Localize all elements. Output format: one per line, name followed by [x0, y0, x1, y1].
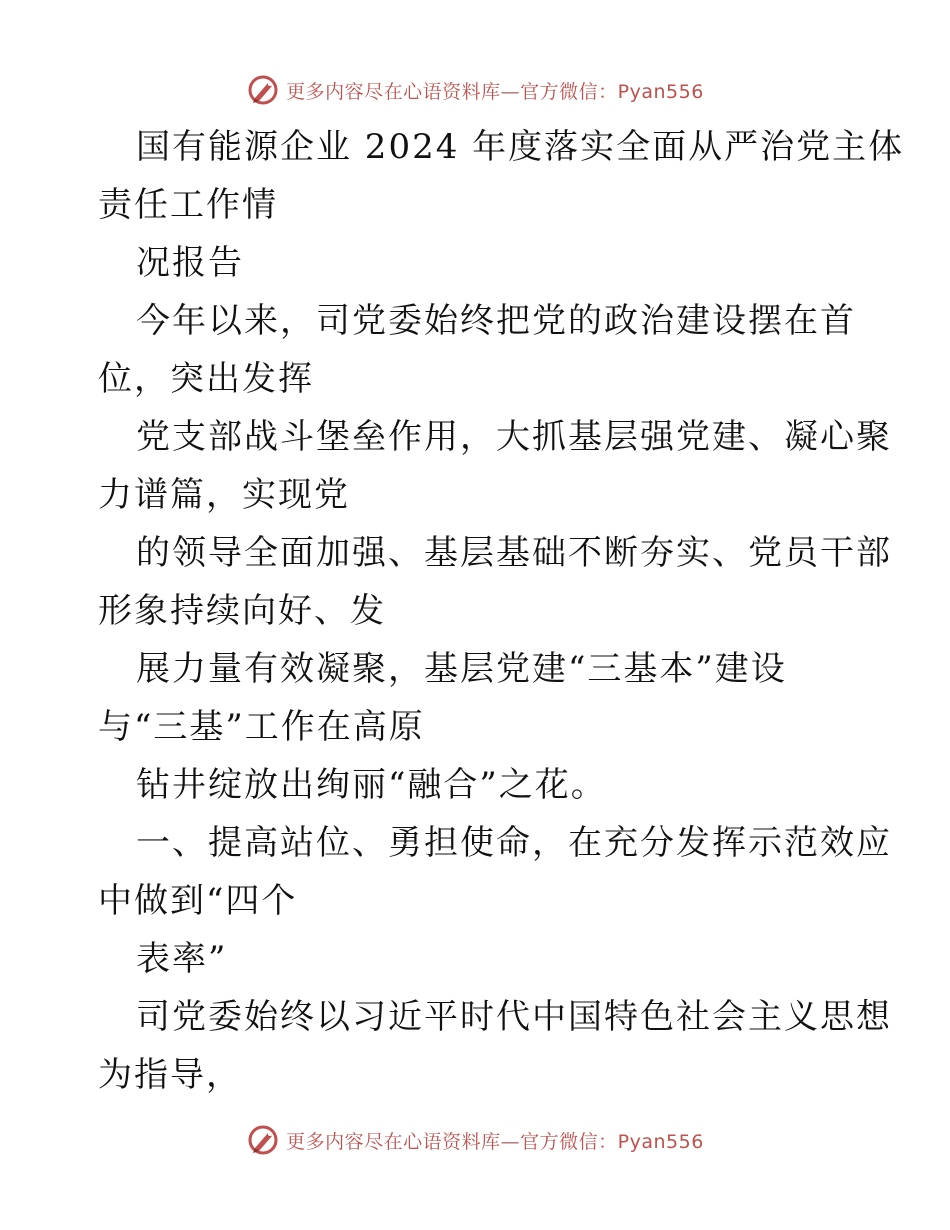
text-line: 今年以来，司党委始终把党的政治建设摆在首	[136, 301, 856, 341]
watermark-text	[286, 77, 704, 104]
text-line: 力谱篇，实现党	[98, 475, 350, 515]
text-line: 司党委始终以习近平时代中国特色社会主义思想	[136, 997, 892, 1037]
watermark-contact: 官方微信：Pyan556	[520, 80, 704, 103]
text-line: 表率”	[136, 939, 228, 979]
text-line: 形象持续向好、发	[98, 591, 386, 631]
footer-watermark	[0, 1120, 950, 1160]
text-line: 位，突出发挥	[98, 359, 314, 399]
watermark-main: 更多内容尽在心语资料库	[286, 1130, 501, 1153]
text-line: 党支部战斗堡垒作用，大抓基层强党建、凝心聚	[136, 417, 892, 457]
watermark-text	[286, 1127, 704, 1154]
text-line: 国有能源企业 2024 年度落实全面从严治党主体	[136, 127, 905, 167]
text-line: 中做到“四个	[98, 881, 298, 921]
text-line: 责任工作情	[98, 185, 278, 225]
watermark-contact: 官方微信：Pyan556	[520, 1130, 704, 1153]
pen-logo-icon	[246, 73, 280, 107]
text-line: 为指导，	[98, 1055, 242, 1095]
text-line: 的领导全面加强、基层基础不断夯实、党员干部	[136, 533, 892, 573]
pen-logo-icon	[246, 1123, 280, 1157]
document-body	[98, 118, 905, 1104]
text-line: 况报告	[136, 243, 244, 283]
text-line: 与“三基”工作在高原	[98, 707, 425, 747]
header-watermark	[0, 70, 950, 110]
text-line: 钻井绽放出绚丽“融合”之花。	[136, 765, 607, 805]
watermark-main: 更多内容尽在心语资料库	[286, 80, 501, 103]
text-line: 一、提高站位、勇担使命，在充分发挥示范效应	[136, 823, 892, 863]
watermark-separator: —	[500, 1130, 521, 1153]
watermark-separator: —	[500, 80, 521, 103]
text-line: 展力量有效凝聚，基层党建“三基本”建设	[136, 649, 787, 689]
